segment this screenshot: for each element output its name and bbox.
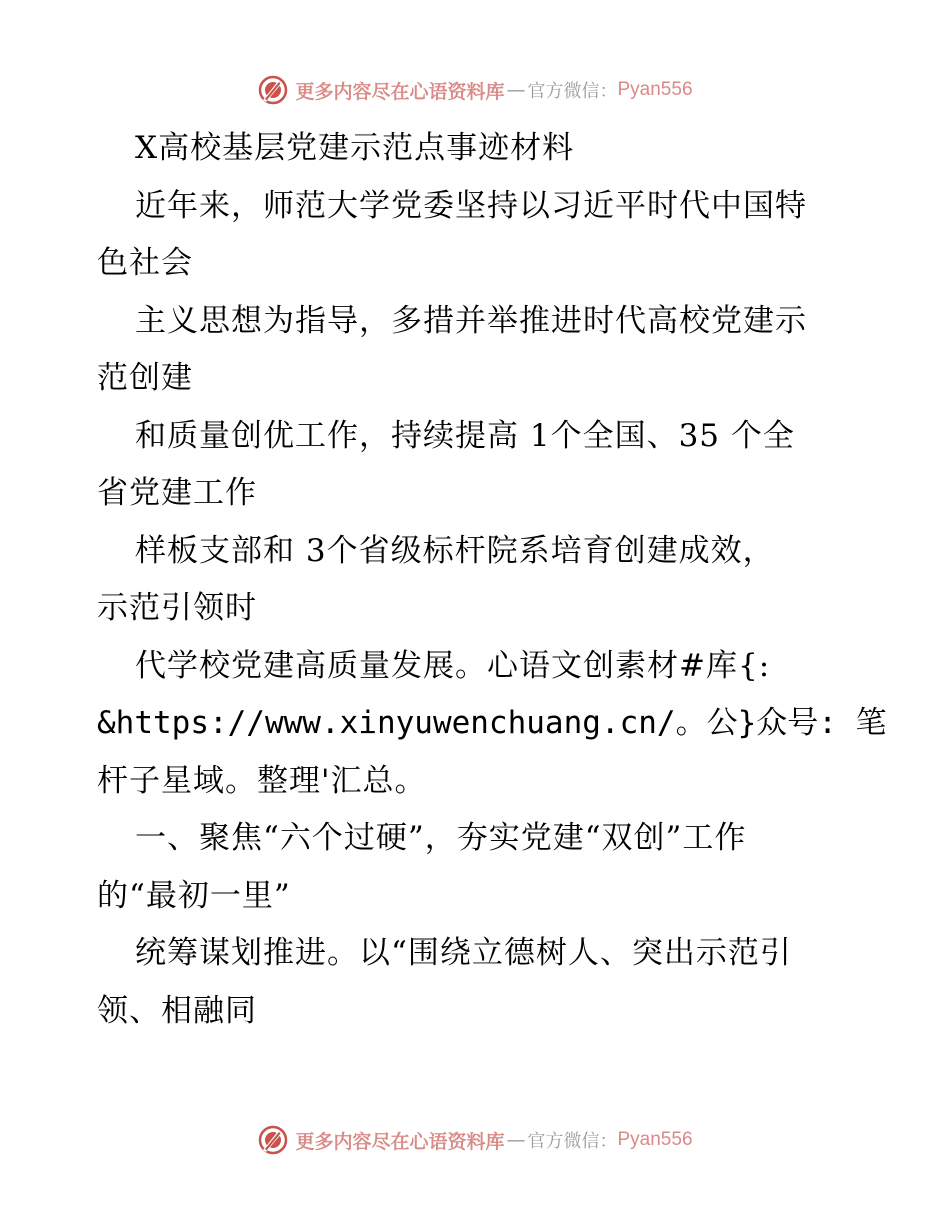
section-heading: 一、聚焦“六个过硬”，夯实党建“双创”工作	[135, 820, 747, 856]
paragraph-line: 领、相融同	[97, 992, 257, 1029]
paragraph-line: 代学校党建高质量发展。心语文创素材#库{:	[135, 647, 771, 684]
footer-watermark	[0, 1120, 950, 1160]
section-heading-cont: 的“最初一里”	[97, 877, 291, 914]
paragraph-line: 统筹谋划推进。以“围绕立德树人、突出示范引	[135, 935, 792, 971]
paragraph-line: 主义思想为指导，多措并举推进时代高校党建示	[135, 302, 807, 339]
paragraph-line: 范创建	[97, 360, 193, 396]
paragraph-line: 示范引领时	[97, 590, 257, 626]
watermark-dash: —	[506, 79, 526, 101]
paragraph-line: 杆子星域。整理'汇总。	[97, 762, 427, 799]
pen-logo-icon	[257, 1124, 289, 1156]
pen-logo-icon	[257, 74, 289, 106]
watermark-main-text: 更多内容尽在心语资料库	[295, 80, 505, 103]
watermark-sub-text: 官方微信：	[527, 81, 618, 102]
paragraph-line-url: &https://www.xinyuwenchuang.cn/。公}众号: 笔	[97, 705, 887, 741]
watermark-wechat-id: Pyan556	[617, 79, 693, 100]
paragraph-line: 和质量创优工作，持续提高 1个全国、35 个全	[135, 417, 795, 454]
watermark-sub-text: 官方微信：	[527, 1131, 618, 1152]
watermark-main-text: 更多内容尽在心语资料库	[295, 1130, 505, 1153]
document-title: X高校基层党建示范点事迹材料	[135, 130, 575, 166]
paragraph-line: 样板支部和 3个省级标杆院系培育创建成效，	[135, 532, 775, 569]
paragraph-line: 省党建工作	[97, 475, 257, 511]
paragraph-line: 色社会	[97, 245, 193, 281]
watermark-wechat-id: Pyan556	[617, 1129, 693, 1150]
document-body	[97, 120, 887, 1040]
header-watermark	[0, 70, 950, 110]
watermark-dash: —	[506, 1129, 526, 1151]
paragraph-line: 近年来，师范大学党委坚持以习近平时代中国特	[135, 187, 807, 224]
